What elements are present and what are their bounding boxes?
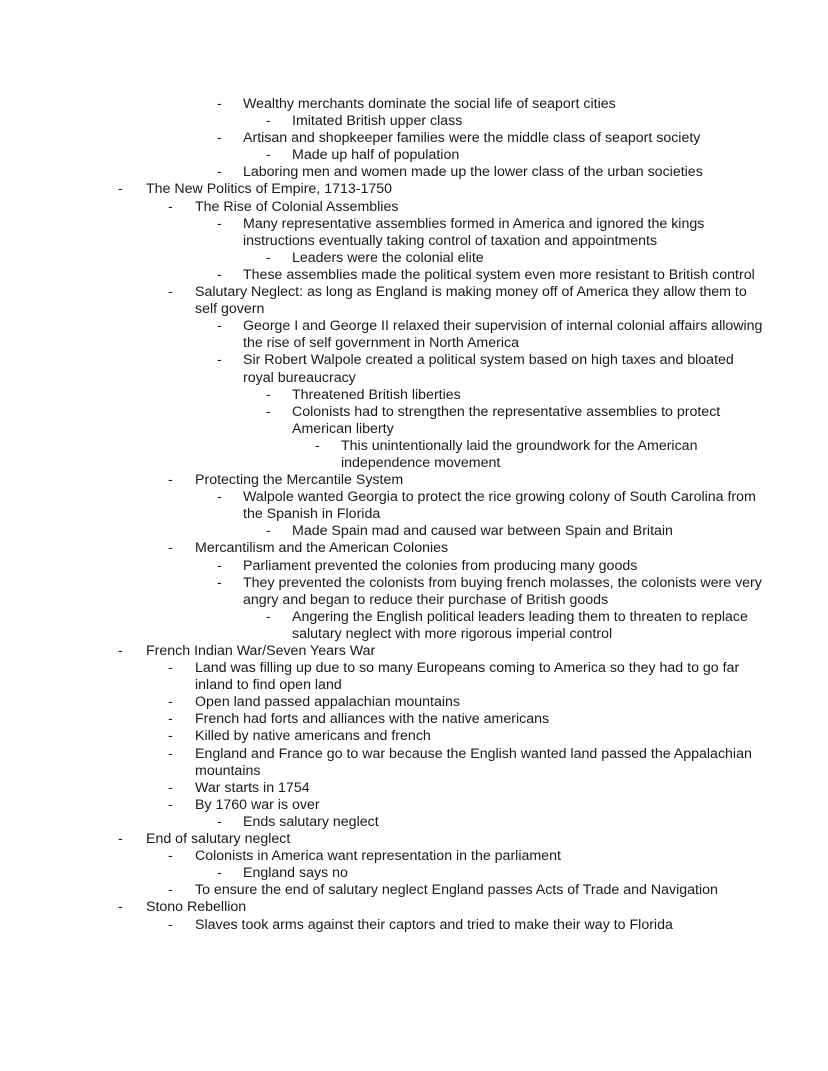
bullet-dash: - [217,574,222,591]
outline-item-level-2 [0,284,828,318]
outline-item-text: Artisan and shopkeeper families were the middle class of seaport society [243,130,701,147]
outline-item-level-2 [0,848,828,865]
outline-item-text: Killed by native americans and french [195,728,431,745]
outline-item-text: War starts in 1754 [195,779,310,796]
outline-item-text: Ends salutary neglect [243,813,379,830]
outline-item-text: Wealthy merchants dominate the social life of seaport cities [243,96,616,112]
outline-item-text: French had forts and alliances with the native americans [195,711,550,728]
bullet-dash: - [217,489,222,506]
outline-item-text: England says no [243,865,348,882]
bullet-dash: - [217,865,222,882]
bullet-dash: - [266,147,271,164]
bullet-dash: - [168,660,173,677]
notes-document [0,96,828,934]
outline-item-level-3 [0,318,828,352]
outline-item-text: George I and George II relaxed their supervision of internal colonial affairs allowing the rise of self government in North America [243,318,763,352]
bullet-dash: - [168,882,173,899]
bullet-dash: - [266,403,271,420]
outline-item-text: End of salutary neglect [146,831,291,848]
outline-item-text: Many representative assemblies formed in America and ignored the kings instructions eventually taking control of taxation and appointments [243,215,705,249]
outline-item-level-1 [0,831,828,848]
outline-item-text: French Indian War/Seven Years War [146,643,376,659]
outline-item-level-4 [0,147,828,164]
bullet-dash: - [168,284,173,301]
outline-item-level-4 [0,609,828,643]
outline-item-text: Mercantilism and the American Colonies [195,540,449,557]
outline-item-level-2 [0,917,828,934]
outline-item-level-1 [0,899,828,916]
outline-item-level-2 [0,882,828,899]
bullet-dash: - [217,215,222,232]
outline-item-level-2 [0,199,828,216]
outline-item-text: Stono Rebellion [146,899,247,916]
bullet-dash: - [168,711,173,728]
outline-item-level-5 [0,438,828,472]
bullet-dash: - [266,386,271,403]
bullet-dash: - [217,266,222,283]
outline-item-text: Angering the English political leaders leading them to threaten to replace salutary neglect with more rigorous imperial control [292,608,748,642]
outline-item-text: Parliament prevented the colonies from producing many goods [243,557,638,574]
outline-item-text: Threatened British liberties [292,386,461,403]
bullet-dash: - [217,352,222,369]
outline-item-level-3 [0,558,828,575]
outline-item-level-3 [0,96,828,113]
outline-item-text: This unintentionally laid the groundwork for the American independence movement [341,437,698,471]
bullet-dash: - [168,916,173,933]
outline-item-level-4 [0,387,828,404]
bullet-dash: - [168,779,173,796]
bullet-dash: - [266,608,271,625]
outline-item-level-2 [0,780,828,797]
outline-item-text: Imitated British upper class [292,113,463,130]
outline-item-text: The New Politics of Empire, 1713-1750 [146,181,393,198]
outline-item-level-2 [0,711,828,728]
outline-item-text: Made up half of population [292,147,460,164]
bullet-dash: - [168,472,173,489]
outline-item-level-4 [0,250,828,267]
outline-item-text: Salutary Neglect: as long as England is making money off of America they allow them to self govern [195,284,747,318]
outline-item-level-3 [0,489,828,523]
bullet-dash: - [168,796,173,813]
outline-item-text: By 1760 war is over [195,796,320,813]
outline-item-text: Open land passed appalachian mountains [195,694,461,711]
outline-item-level-1 [0,181,828,198]
outline-item-level-2 [0,797,828,814]
outline-item-level-2 [0,746,828,780]
outline-item-text: England and France go to war because the English wanted land passed the Appalachian mountains [195,745,752,779]
bullet-dash: - [118,643,123,659]
bullet-dash: - [118,831,123,848]
outline-item-text: Laboring men and women made up the lower class of the urban societies [243,164,703,181]
bullet-dash: - [217,318,222,335]
bullet-dash: - [168,694,173,711]
bullet-dash: - [168,728,173,745]
outline-item-level-4 [0,404,828,438]
bullet-dash: - [168,745,173,762]
bullet-dash: - [217,164,222,181]
bullet-dash: - [168,848,173,865]
outline-item-text: Walpole wanted Georgia to protect the rice growing colony of South Carolina from the Spanish in Florida [243,489,756,523]
bullet-dash: - [168,198,173,215]
outline-item-level-3 [0,267,828,284]
bullet-dash: - [315,437,320,454]
outline-item-level-1 [0,643,828,660]
outline-item-level-2 [0,728,828,745]
outline-item-text: Sir Robert Walpole created a political system based on high taxes and bloated royal bureaucracy [243,352,734,386]
bullet-dash: - [266,113,271,130]
outline-item-level-3 [0,216,828,250]
outline-item-text: Colonists had to strengthen the representative assemblies to protect American liberty [292,403,721,437]
outline-item-level-4 [0,113,828,130]
outline-item-level-3 [0,130,828,147]
outline-item-text: Land was filling up due to so many Europeans coming to America so they had to go far inland to find open land [195,660,740,694]
outline-item-text: Made Spain mad and caused war between Spain and Britain [292,523,673,540]
bullet-dash: - [266,523,271,540]
outline-item-level-3 [0,865,828,882]
bullet-dash: - [217,813,222,830]
bullet-dash: - [266,249,271,266]
outline-item-text: They prevented the colonists from buying french molasses, the colonists were very angry and began to reduce their purchase of British goods [243,574,762,608]
outline-item-level-2 [0,660,828,694]
outline-item-text: Slaves took arms against their captors and tried to make their way to Florida [195,916,673,933]
outline-item-text: Protecting the Mercantile System [195,472,404,489]
outline-item-level-4 [0,523,828,540]
outline-item-text: To ensure the end of salutary neglect England passes Acts of Trade and Navigation [195,882,718,899]
outline-item-level-3 [0,352,828,386]
bullet-dash: - [217,130,222,147]
outline-item-level-2 [0,540,828,557]
outline-item-level-3 [0,575,828,609]
outline-item-level-3 [0,164,828,181]
outline-item-text: These assemblies made the political system even more resistant to British control [243,266,755,283]
outline-item-level-2 [0,694,828,711]
bullet-dash: - [118,181,123,198]
bullet-dash: - [168,540,173,557]
bullet-dash: - [217,96,222,112]
outline-item-text: Leaders were the colonial elite [292,249,484,266]
bullet-dash: - [217,557,222,574]
outline-item-level-3 [0,814,828,831]
bullet-dash: - [118,899,123,916]
outline-item-text: Colonists in America want representation in the parliament [195,848,561,865]
outline-item-text: The Rise of Colonial Assemblies [195,198,399,215]
outline-item-level-2 [0,472,828,489]
